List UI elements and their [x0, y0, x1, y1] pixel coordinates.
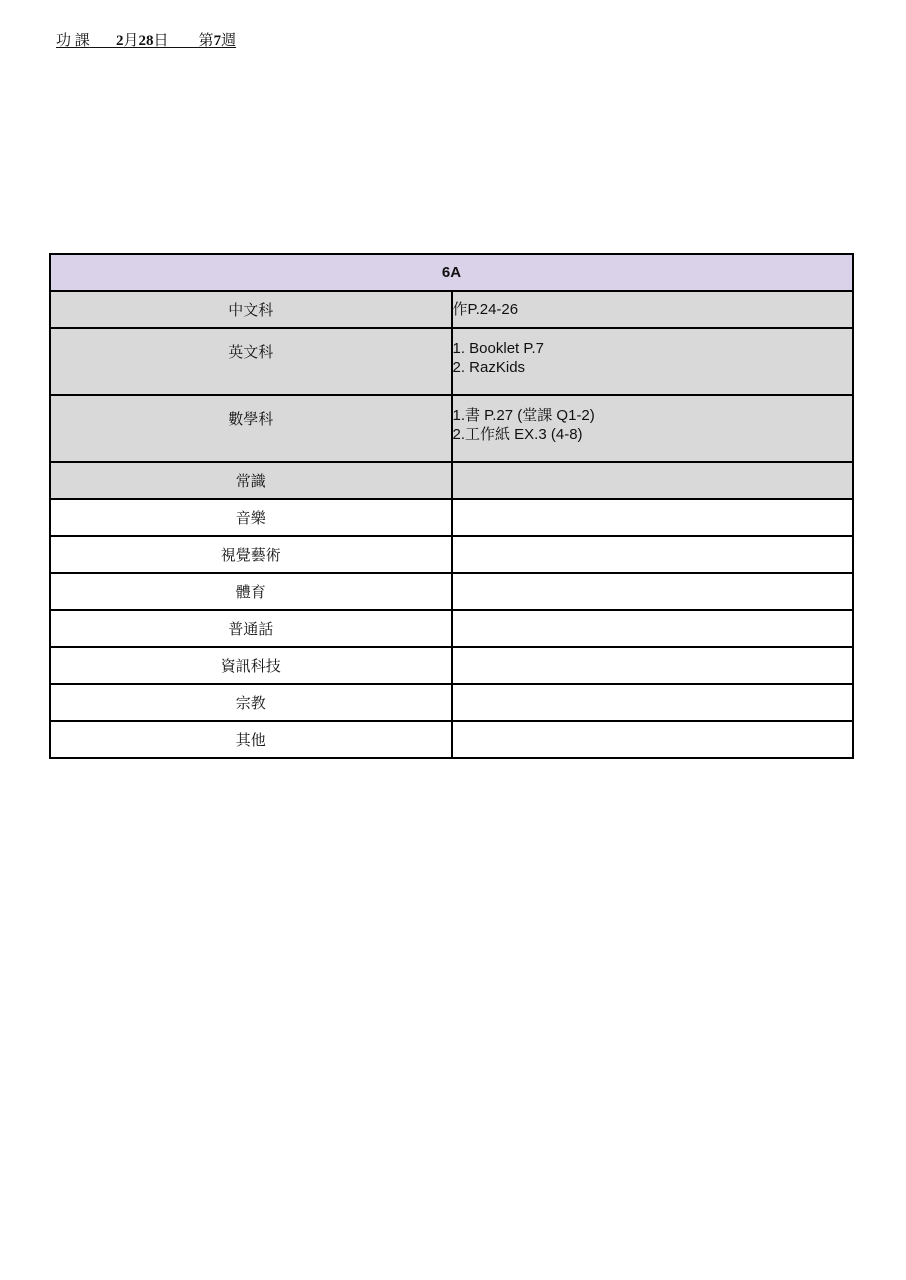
header-month-unit: 月 [123, 33, 139, 49]
table-row [50, 291, 853, 328]
header-day: 28 [138, 33, 154, 49]
table-row [50, 573, 853, 610]
subject-cell: 常識 [50, 462, 452, 499]
header-label: 功 課 [56, 33, 90, 49]
homework-line: 2. RazKids [452, 359, 526, 376]
homework-cell [452, 721, 854, 758]
homework-cell [452, 684, 854, 721]
table-row [50, 721, 853, 758]
subject-cell: 數學科 [50, 395, 452, 462]
subject-cell: 普通話 [50, 610, 452, 647]
table-row [50, 499, 853, 536]
subject-cell: 宗教 [50, 684, 452, 721]
homework-cell [452, 291, 854, 328]
header-week-unit: 週 [221, 33, 237, 49]
homework-cell [452, 647, 854, 684]
homework-cell [452, 395, 854, 462]
subject-cell: 體育 [50, 573, 452, 610]
header-month: 2 [116, 33, 124, 49]
subject-cell: 其他 [50, 721, 452, 758]
homework-cell [452, 499, 854, 536]
homework-cell [452, 573, 854, 610]
homework-line: 2.工作紙 EX.3 (4-8) [452, 426, 583, 443]
homework-line: 作P.24-26 [452, 301, 519, 318]
header-day-unit: 日 [153, 33, 169, 49]
table-row [50, 328, 853, 395]
page-header [56, 31, 236, 51]
table-row [50, 536, 853, 573]
table-row [50, 647, 853, 684]
subject-cell: 資訊科技 [50, 647, 452, 684]
homework-cell [452, 610, 854, 647]
subject-cell: 音樂 [50, 499, 452, 536]
header-week-prefix: 第 [198, 33, 214, 49]
table-row [50, 684, 853, 721]
header-week: 7 [213, 33, 222, 49]
homework-cell [452, 462, 854, 499]
homework-rows [50, 291, 853, 758]
homework-table [49, 253, 854, 759]
table-row [50, 610, 853, 647]
subject-cell: 視覺藝術 [50, 536, 452, 573]
table-row [50, 462, 853, 499]
class-name-header: 6A [50, 254, 853, 291]
homework-cell [452, 536, 854, 573]
table-row [50, 395, 853, 462]
homework-line: 1.書 P.27 (堂課 Q1-2) [452, 407, 595, 424]
homework-cell [452, 328, 854, 395]
subject-cell: 中文科 [50, 291, 452, 328]
subject-cell: 英文科 [50, 328, 452, 395]
homework-line: 1. Booklet P.7 [452, 340, 544, 357]
